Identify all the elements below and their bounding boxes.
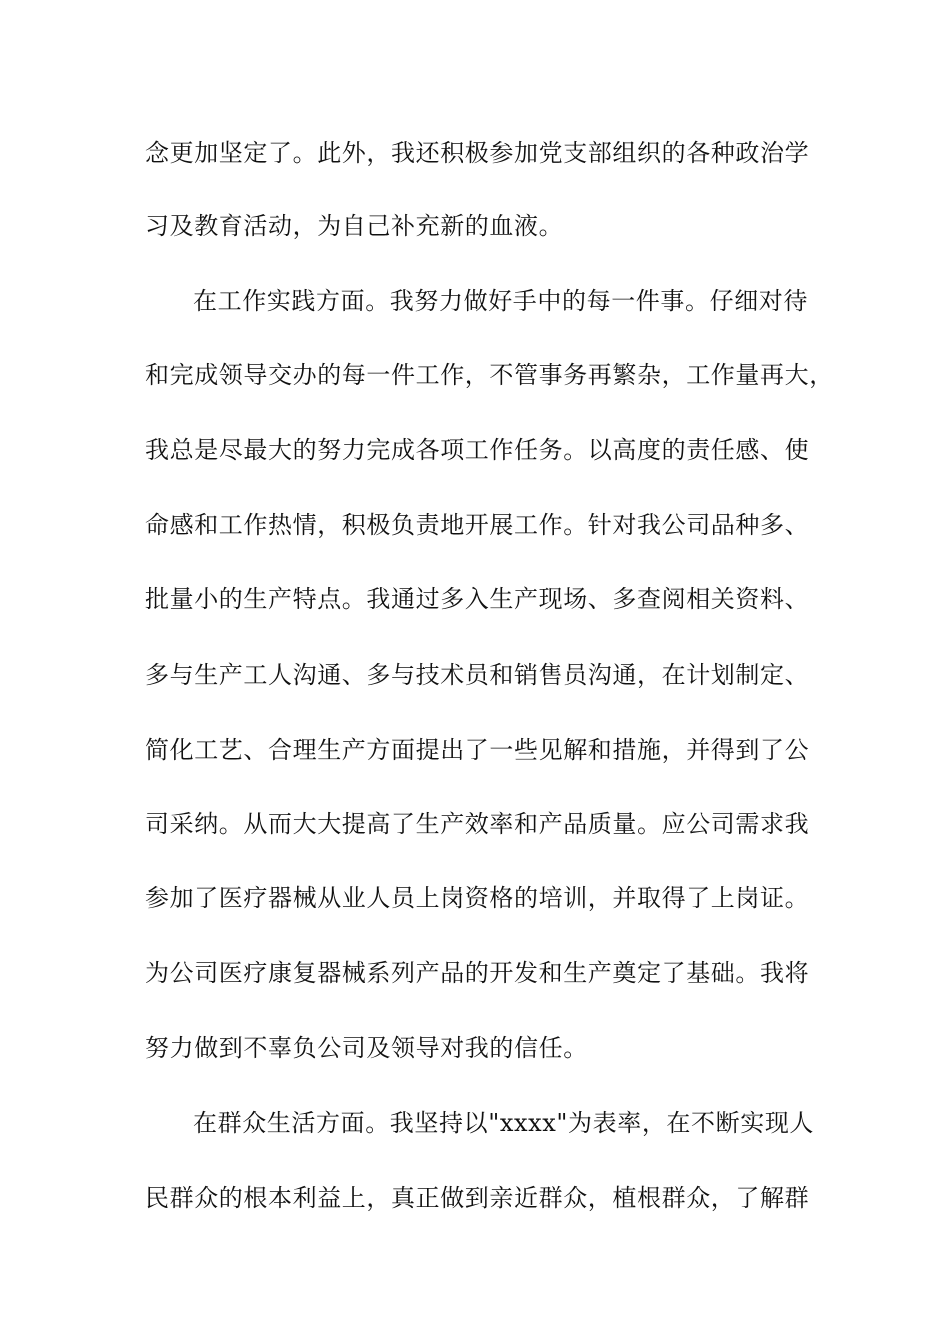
text-line: 为公司医疗康复器械系列产品的开发和生产奠定了基础。我将 [145,959,810,987]
text-line: 民群众的根本利益上，真正做到亲近群众，植根群众，了解群 [145,1184,810,1212]
text-line: 司采纳。从而大大提高了生产效率和产品质量。应公司需求我 [145,810,810,838]
text-line: 习及教育活动，为自己补充新的血液。 [145,212,564,240]
text-line: 和完成领导交办的每一件工作，不管事务再繁杂，工作量再大， [145,361,834,389]
text-line: 多与生产工人沟通、多与技术员和销售员沟通，在计划制定、 [145,661,810,689]
text-line: 念更加坚定了。此外，我还积极参加党支部组织的各种政治学 [145,139,810,167]
text-line: 参加了医疗器械从业人员上岗资格的培训，并取得了上岗证。 [145,884,810,912]
text-line: 批量小的生产特点。我通过多入生产现场、多查阅相关资料、 [145,585,810,613]
text-line: 我总是尽最大的努力完成各项工作任务。以高度的责任感、使 [145,436,810,464]
paragraph-start-line: 在工作实践方面。我努力做好手中的每一件事。仔细对待 [193,287,808,315]
text-line: 简化工艺、合理生产方面提出了一些见解和措施，并得到了公 [145,736,810,764]
paragraph-start-line: 在群众生活方面。我坚持以"xxxx"为表率，在不断实现人 [193,1109,815,1137]
text-line: 命感和工作热情，积极负责地开展工作。针对我公司品种多、 [145,511,810,539]
text-line: 努力做到不辜负公司及领导对我的信任。 [145,1034,588,1062]
